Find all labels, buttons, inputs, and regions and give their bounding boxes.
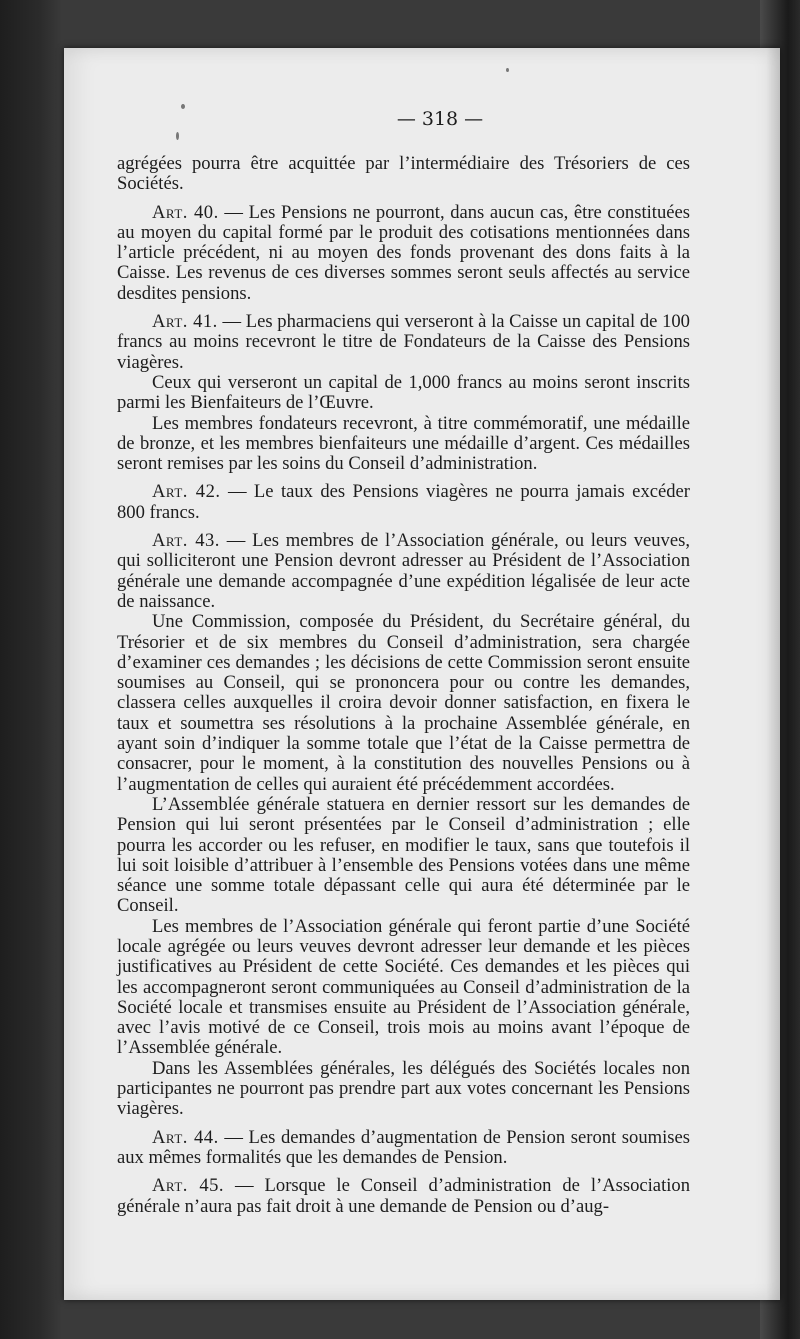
paragraph-text: — Les membres de l’Association générale, ou leurs veuves, qui solliciteront une Pension devront adresser au Président de l’Association générale une demande accompagnée d’une expédition légalisée de leur acte de naissance.: [117, 530, 690, 612]
dust-speck: [176, 132, 179, 140]
paragraph-text: Une Commission, composée du Président, du Secrétaire général, du Trésorier et de six membres du Conseil d’administration, sera chargée d’examiner ces demandes ; les décisions de cette Commission seront ensuite soumises au Conseil, qui se prononcera pour ou contre les demandes, classera celles auxquelles il croira devoir donner satisfaction, en fixera le taux et soumettra ses résolutions à la prochaine Assemblée générale, en ayant soin d’indiquer la somme totale que l’état de la Caisse permettra de consacrer, pour le moment, à la constitution des nouvelles Pensions ou à l’augmentation de celles qui auraient été précédemment accordées.: [117, 611, 690, 795]
paragraph-text: Dans les Assemblées générales, les délégués des Sociétés locales non participantes ne pourront pas prendre part aux votes concernant les Pensions viagères.: [117, 1057, 690, 1120]
paragraph-text: — Les demandes d’augmentation de Pension seront soumises aux mêmes formalités que les demandes de Pension.: [117, 1126, 690, 1168]
article-41: [117, 312, 690, 373]
article-label: Art. 44.: [152, 1126, 219, 1148]
paragraph-text: agrégées pourra être acquittée par l’intermédiaire des Trésoriers de ces Sociétés.: [117, 153, 690, 195]
article-label: Art. 40.: [152, 201, 219, 223]
article-43: [117, 531, 690, 612]
paragraph-text: Les membres fondateurs recevront, à titre commémoratif, une médaille de bronze, et les membres bienfaiteurs une médaille d’argent. Ces médailles seront remises par les soins du Conseil d’administration.: [117, 412, 690, 475]
paragraph-text: — Lorsque le Conseil d’administration de l’Association générale n’aura pas fait droit à une demande de Pension ou d’aug-: [117, 1175, 690, 1217]
paragraph: [117, 612, 690, 795]
paragraph-text: — Les pharmaciens qui verseront à la Caisse un capital de 100 francs au moins recevront le titre de Fondateurs de la Caisse des Pensions viagères.: [117, 311, 690, 373]
article-40: [117, 203, 690, 304]
paragraph: [117, 414, 690, 475]
article-label: Art. 42.: [152, 481, 221, 503]
paragraph: [117, 795, 690, 917]
body-text: [117, 154, 690, 1217]
article-label: Art. 41.: [152, 311, 218, 333]
paragraph-text: L’Assemblée générale statuera en dernier ressort sur les demandes de Pension qui lui seront présentées par le Conseil d’administration ; elle pourra les accorder ou les refuser, en modifier le taux, sans que toutefois il lui soit loisible d’attribuer à l’ensemble des Pensions votées dans une même séance une somme totale dépassant celle qui aura été déterminée par le Conseil.: [117, 793, 690, 917]
paragraph-text: Ceux qui verseront un capital de 1,000 francs au moins seront inscrits parmi les Bienfaiteurs de l’Œuvre.: [117, 371, 690, 414]
article-42: [117, 482, 690, 523]
paragraph: [117, 1059, 690, 1120]
dust-speck: [506, 68, 509, 72]
paragraph-text: Les membres de l’Association générale qui feront partie d’une Société locale agrégée ou leurs veuves devront adresser leur demande et les pièces justificatives au Président de cette Société. Ces demandes et les pièces qui les accompagneront seront communiquées au Conseil d’administration de la Société locale et transmises ensuite au Président de l’Association générale, avec l’avis motivé de ce Conseil, trois mois au moins avant l’époque de l’Assemblée générale.: [117, 915, 690, 1059]
paragraph-text: — Le taux des Pensions viagères ne pourra jamais excéder 800 francs.: [117, 481, 690, 523]
article-label: Art. 45.: [152, 1175, 225, 1197]
article-45: [117, 1176, 690, 1217]
article-label: Art. 43.: [152, 530, 220, 552]
paragraph-text: — Les Pensions ne pourront, dans aucun cas, être constituées au moyen du capital formé par le produit des cotisations mentionnées dans l’article précédent, ni au moyen des fonds provenant des dons faits à la Caisse. Les revenus de ces diverses sommes seront seuls affectés au service desdites pensions.: [117, 201, 690, 304]
paragraph: [117, 917, 690, 1059]
paragraph: [117, 373, 690, 414]
paragraph-continuation: [117, 154, 690, 195]
article-44: [117, 1128, 690, 1169]
page-number: — 318 —: [396, 108, 484, 130]
